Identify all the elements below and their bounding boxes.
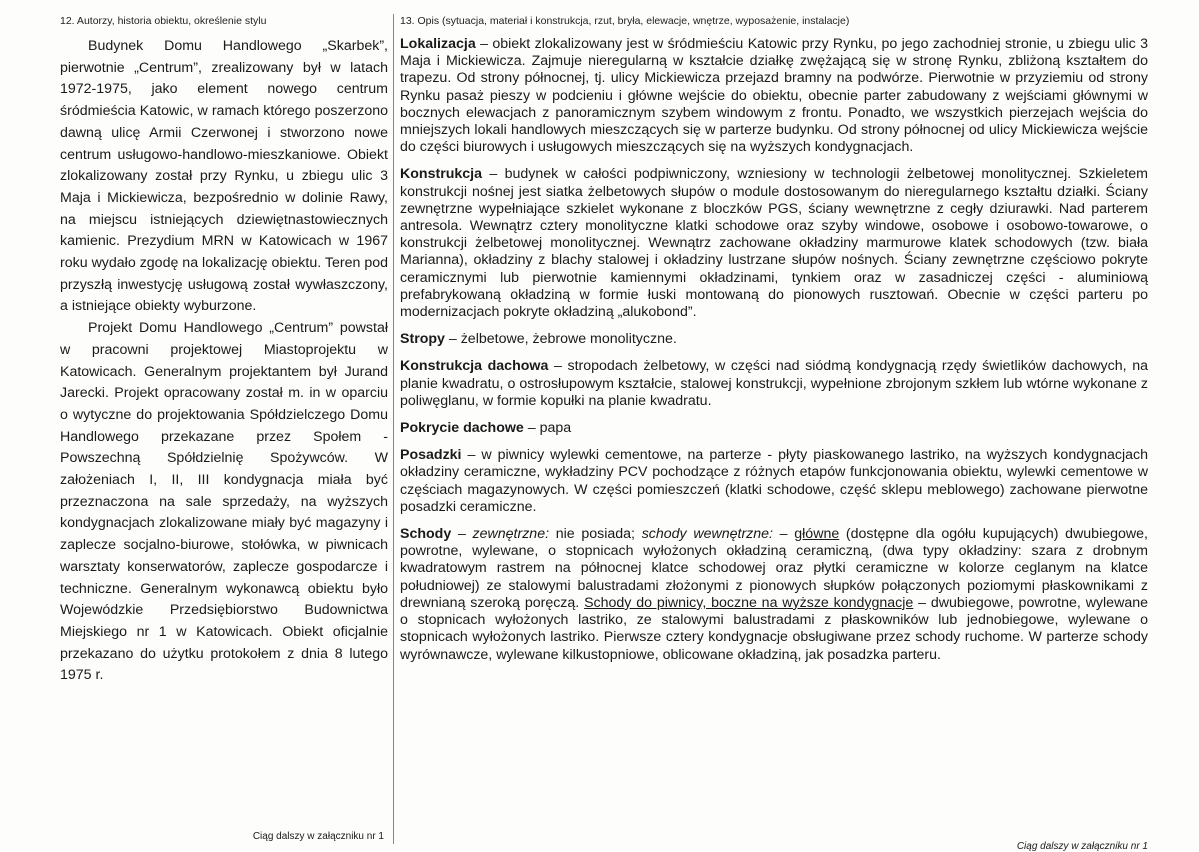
history-paragraph-1: Budynek Domu Handlowego „Skarbek”, pierwotnie „Centrum”, zrealizowany był w latach 1972-1975, jako element nowego centrum śródmieścia Katowic, w ramach którego poszerzono dawną ulicę Armii Czerwonej i stworzono nowe centrum usługowo-handlowo-mieszkaniowe. Obiekt zlokalizowany został przy Rynku, u zbiegu ulic 3 Maja i Mickiewicza, bezpośrednio w dolinie Rawy, na miejscu istniejących dziewiętnastowiecznych kamienic. Prezydium MRN w Katowicach w 1967 roku wydało zgodę na lokalizację obiektu. Teren pod przyszłą inwestycję usługową został wywłaszczony, a istniejące obiekty wyburzone.	[60, 38, 388, 315]
stropy-text: – żelbetowe, żebrowe monolityczne.	[444, 331, 677, 348]
right-continuation-note: Ciąg dalszy w załączniku nr 1	[1016, 841, 1148, 852]
lokalizacja-section	[400, 36, 1148, 156]
schody-title: Schody	[400, 526, 452, 543]
history-text	[60, 36, 388, 687]
left-continuation-note: Ciąg dalszy w załączniku nr 1	[252, 831, 384, 842]
history-paragraph-2: Projekt Domu Handlowego „Centrum” powstał w pracowni projektowej Miastoprojektu w Katowicach. Generalnym projektantem był Jurand Jarecki. Projekt opracowany został m. in w oparciu o wytyczne do projektowania Spółdzielczego Domu Handlowego przekazane przez Społem - Powszechną Spółdzielnię Spożywców. W założeniach I, II, III kondygnacja miała być przeznaczona na sale sprzedaży, na wyższych kondygnacjach zlokalizowane miały być magazyny i zaplecze socjalno-biurowe, stołówka, w piwnicach warsztaty konserwatorów, zaplecze gospodarcze i techniczne. Generalnym wykonawcą obiektu było Wojewódzkie Przedsiębiorstwo Budownictwa Miejskiego nr 1 w Katowicach. Obiekt oficjalnie przekazano do użytku protokołem z dnia 8 lutego 1975 r.	[60, 320, 388, 684]
schody-piwnicy-label: Schody do piwnicy, boczne na wyższe kondygnacje	[584, 594, 914, 611]
schody-dash-2: –	[772, 526, 795, 543]
schody-glowne-text: (dostępne dla ogółu kupujących) dwubiegowe, powrotne, wylewane, o stopnicach wyłożonych okładziną ceramiczną, (dwa typy okładziny: szara z drobnym kwadratowym rastrem na północnej klatce schodowej oraz płytki ceramiczne w kolorze ceglanym na klatce południowej) ze stalowymi balustradami złożonymi z pionowych słupków połączonych poziomymi płaskownikami z drewnianą szeroką poręczą.	[400, 526, 1148, 611]
column-divider	[393, 14, 394, 844]
schody-section	[400, 526, 1148, 664]
pokrycie-dachowe-title: Pokrycie dachowe	[400, 420, 524, 437]
schody-zewnetrzne-label: zewnętrzne:	[472, 526, 550, 543]
right-column	[400, 14, 1148, 852]
section-12-header: 12. Autorzy, historia obiektu, określenie stylu	[60, 15, 267, 27]
posadzki-title: Posadzki	[400, 447, 462, 464]
konstrukcja-dachowa-section	[400, 358, 1148, 410]
konstrukcja-section	[400, 166, 1148, 321]
konstrukcja-dachowa-text: – stropodach żelbetowy, w części nad siódmą kondygnacją rzędy świetlików dachowych, na planie kwadratu, o ostrosłupowym kształcie, stalowej konstrukcji, wypełnione zbrojonym szkłem lub wtórne wykonane z poliwęglanu, w formie kopułki na planie kwadratu.	[400, 358, 1148, 409]
pokrycie-dachowe-text: – papa	[523, 420, 572, 437]
lokalizacja-title: Lokalizacja	[400, 36, 476, 52]
posadzki-text: – w piwnicy wylewki cementowe, na parterze - płyty piaskowanego lastriko, na wyższych kondygnacjach okładziny ceramiczne, wykładziny PCV pochodzące z różnych etapów funkcjonowania obiektu, wylewki cementowe w częściach magazynowych. W części pomieszczeń (klatki schodowe, część sklepu meblowego) zachowane pierwotne posadzki ceramiczne.	[400, 447, 1148, 515]
konstrukcja-dachowa-title: Konstrukcja dachowa	[400, 358, 549, 375]
posadzki-section	[400, 447, 1148, 516]
konstrukcja-title: Konstrukcja	[400, 166, 482, 183]
left-column	[60, 14, 388, 844]
section-13-header: 13. Opis (sytuacja, materiał i konstrukcja, rzut, bryła, elewacje, wnętrze, wyposażenie, instalacje)	[400, 15, 850, 27]
konstrukcja-text: – budynek w całości podpiwniczony, wzniesiony w technologii żelbetowej monolitycznej. Szkieletem konstrukcji nośnej jest siatka żelbetowych słupów o module dostosowanym do nieregularnego kształtu działki. Ściany zewnętrzne wypełniające szkielet wykonane z bloczków PGS, ściany wewnętrzne z cegły dziurawki. Nad parterem antresola. Wewnątrz cztery monolityczne klatki schodowe oraz szyby windowe, osobowe i osobowo-towarowe, o konstrukcji żelbetowej monolitycznej. Wewnątrz zachowane okładziny marmurowe klatek schodowych (tzw. biała Marianna), okładziny z blachy stalowej i okładziny lustrzane słupów nośnych. Ściany zewnętrzne częściowo pokryte ceramicznymi lub pierwotnie kamiennymi okładzinami, tynkiem oraz w zasadniczej części - aluminiową prefabrykowaną okładziną w formie łuski montowaną do pionowych rusztowań. Obecnie w części parteru po modernizacjach pokryte okładziną „alukobond”.	[400, 166, 1148, 321]
schody-zewnetrzne-text: nie posiada;	[549, 526, 642, 543]
stropy-section	[400, 331, 1148, 348]
schody-glowne-label: główne	[794, 526, 840, 543]
stropy-title: Stropy	[400, 331, 445, 348]
schody-wewnetrzne-label: schody wewnętrzne:	[641, 526, 773, 543]
schody-dash-1: –	[451, 526, 473, 543]
schody-piwnicy-text: – dwubiegowe, powrotne, wylewane o stopnicach wyłożonych lastriko, ze stalowymi balustradami z płaskowników lub jednobiegowe, wylewane o stopnicach wyłożonych lastriko. Pierwsze cztery kondygnacje obsługiwane przez schody ruchome. W parterze schody wyrównawcze, wylewane kilkustopniowe, oblicowane okładziną, jak posadzka parteru.	[400, 594, 1148, 663]
lokalizacja-text: – obiekt zlokalizowany jest w śródmieściu Katowic przy Rynku, po jego zachodniej stronie, u zbiegu ulic 3 Maja i Mickiewicza. Zajmuje nieregularną w kształcie działkę zwężającą się w stronę Rynku, zbliżoną kształtem do trapezu. Od strony północnej, tj. ulicy Mickiewicza przejazd bramny na podwórze. Pierwotnie w przyziemiu od strony Rynku pasaż pieszy w podcieniu i główne wejście do obiektu, obecnie parter zabudowany z wejściami głównymi w bocznych elewacjach z panoramicznym szybem windowym z frontu. Ponadto, we wszystkich pierzejach wejścia do mniejszych lokali handlowych mieszczących się w parterze budynku. Od strony północnej od ulicy Mickiewicza wejście do części biurowych i usługowych mieszczących się na wyższych kondygnacjach.	[400, 36, 1148, 156]
pokrycie-dachowe-section	[400, 420, 1148, 437]
